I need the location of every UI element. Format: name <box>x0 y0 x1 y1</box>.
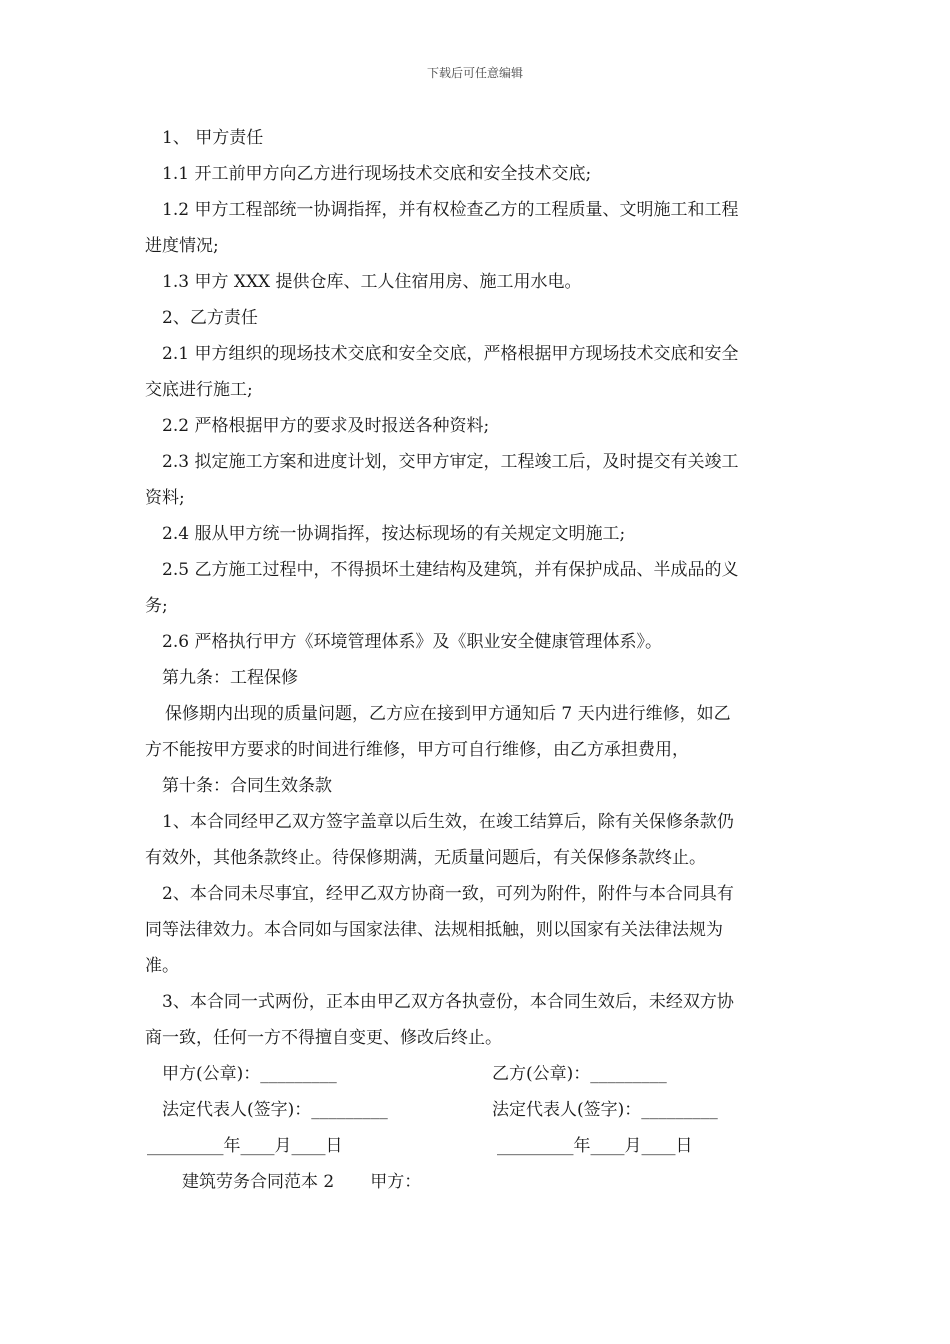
party-a-date: _________年____月____日 <box>147 1136 343 1156</box>
paragraph-line: 3、本合同一式两份，正本由甲乙双方各执壹份，本合同生效后，未经双方协 <box>162 992 734 1012</box>
paragraph-line: 方不能按甲方要求的时间进行维修，甲方可自行维修，由乙方承担费用， <box>145 740 689 760</box>
paragraph-line: 1.1 开工前甲方向乙方进行现场技术交底和安全技术交底; <box>162 164 592 184</box>
paragraph-line: 2.3 拟定施工方案和进度计划，交甲方审定，工程竣工后，及时提交有关竣工 <box>162 452 739 472</box>
paragraph-line: 有效外，其他条款终止。待保修期满，无质量问题后，有关保修条款终止。 <box>145 848 706 868</box>
paragraph-line: 2.1 甲方组织的现场技术交底和安全交底，严格根据甲方现场技术交底和安全 <box>162 344 739 364</box>
representative-row <box>145 1092 810 1128</box>
paragraph-line: 2.5 乙方施工过程中，不得损坏土建结构及建筑，并有保护成品、半成品的义 <box>162 560 739 580</box>
party-b-seal: 乙方(公章)：_________ <box>492 1064 667 1084</box>
paragraph-line: 1、 甲方责任 <box>162 128 264 148</box>
paragraph-line: 1.2 甲方工程部统一协调指挥，并有权检查乙方的工程质量、文明施工和工程 <box>162 200 739 220</box>
paragraph-line: 进度情况; <box>145 236 219 256</box>
footer-line <box>145 1164 810 1200</box>
date-row <box>145 1128 810 1164</box>
paragraph-line: 2.6 严格执行甲方《环境管理体系》及《职业安全健康管理体系》。 <box>162 632 662 652</box>
header-note: 下载后可任意编辑 <box>426 66 523 80</box>
party-a-seal: 甲方(公章)：_________ <box>162 1064 337 1084</box>
paragraph-line: 第十条：合同生效条款 <box>162 776 332 796</box>
paragraph-line: 保修期内出现的质量问题，乙方应在接到甲方通知后 7 天内进行维修，如乙 <box>165 704 731 724</box>
paragraph-list <box>145 120 810 1056</box>
paragraph-line: 2.4 服从甲方统一协调指挥，按达标现场的有关规定文明施工; <box>162 524 626 544</box>
paragraph-line: 2、乙方责任 <box>162 308 258 328</box>
paragraph-line: 同等法律效力。本合同如与国家法律、法规相抵触，则以国家有关法律法规为 <box>145 920 723 940</box>
next-party-a-label: 甲方： <box>370 1172 422 1192</box>
party-a-representative: 法定代表人(签字)：_________ <box>162 1100 388 1120</box>
paragraph-line: 2.2 严格根据甲方的要求及时报送各种资料; <box>162 416 490 436</box>
paragraph-line: 交底进行施工; <box>145 380 253 400</box>
paragraph-line: 务; <box>145 596 168 616</box>
party-b-representative: 法定代表人(签字)：_________ <box>492 1100 718 1120</box>
paragraph-line: 准。 <box>145 956 179 976</box>
seal-row <box>145 1056 810 1092</box>
contract-body <box>145 120 810 1200</box>
paragraph-line: 资料; <box>145 488 185 508</box>
next-contract-title: 建筑劳务合同范本 2 <box>182 1172 335 1192</box>
paragraph-line: 2、本合同未尽事宜，经甲乙双方协商一致，可列为附件，附件与本合同具有 <box>162 884 734 904</box>
paragraph-line: 第九条：工程保修 <box>162 668 298 688</box>
paragraph-line: 1、本合同经甲乙双方签字盖章以后生效，在竣工结算后，除有关保修条款仍 <box>162 812 734 832</box>
paragraph-line: 1.3 甲方 XXX 提供仓库、工人住宿用房、施工用水电。 <box>162 272 582 292</box>
party-b-date: _________年____月____日 <box>497 1136 693 1156</box>
paragraph-line: 商一致，任何一方不得擅自变更、修改后终止。 <box>145 1028 502 1048</box>
